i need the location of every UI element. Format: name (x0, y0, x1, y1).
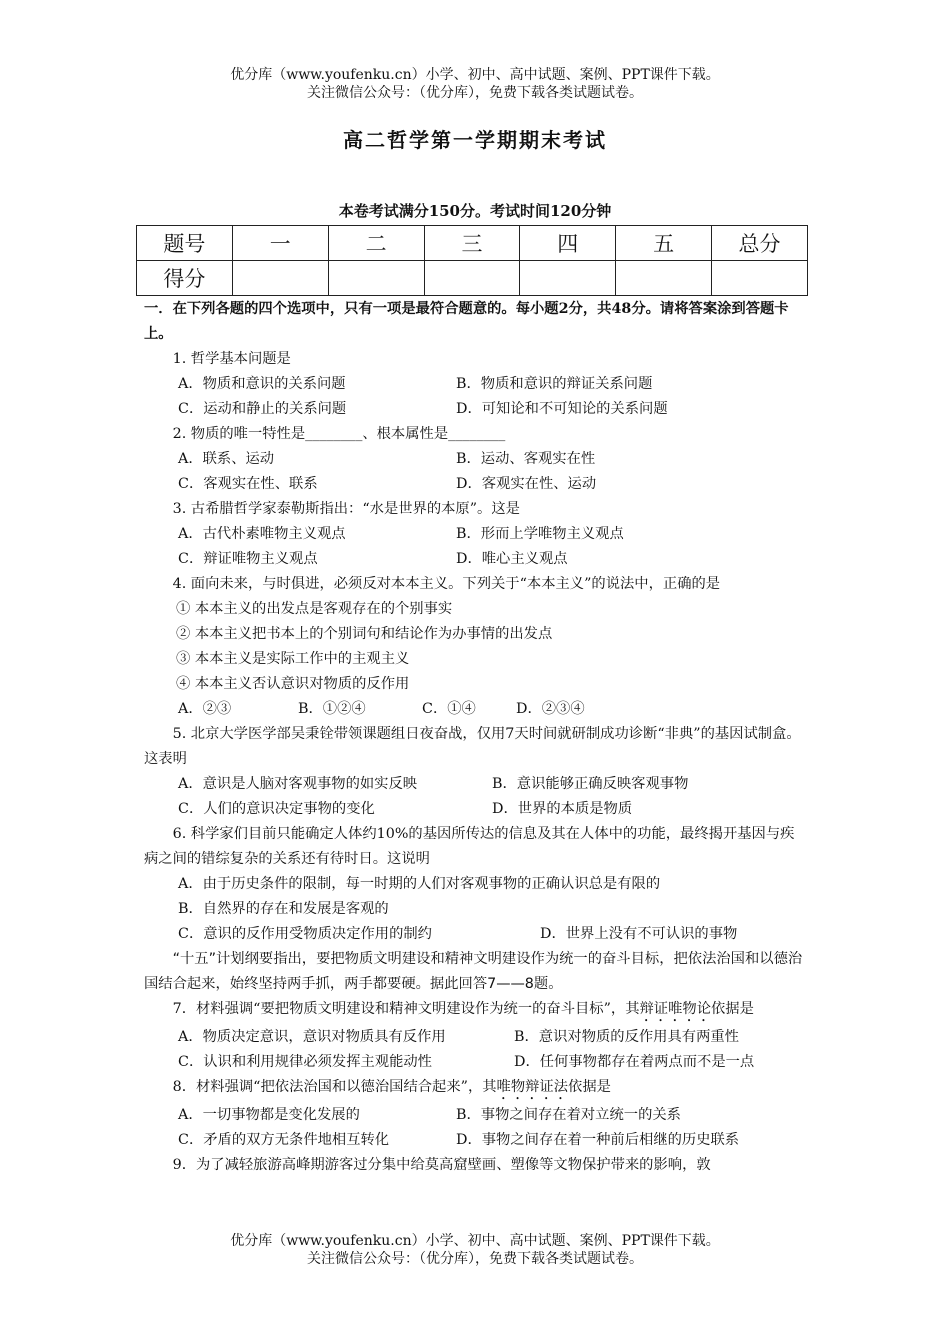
score-cell: 二 (328, 226, 424, 261)
question-1-options-row-2 (144, 397, 808, 422)
option-c[interactable]: C．客观实在性、联系 (178, 476, 318, 492)
option-d[interactable]: D．可知论和不可知论的关系问题 (456, 401, 668, 417)
question-5-options-row-2 (144, 797, 808, 822)
question-2-options-row-1 (144, 447, 808, 472)
score-input-cell[interactable] (520, 261, 616, 296)
option-a[interactable]: A．物质决定意识，意识对物质具有反作用 (178, 1029, 446, 1045)
question-2-options-row-2 (144, 472, 808, 497)
question-5-options-row-1 (144, 772, 808, 797)
score-cell: 总分 (712, 226, 808, 261)
question-4-stem: 4. 面向未来，与时俱进，必须反对本本主义。下列关于“本本主义”的说法中，正确的是 (172, 576, 721, 592)
option-c[interactable]: C．辩证唯物主义观点 (178, 551, 318, 567)
header-line-2: 关注微信公众号：（优分库），免费下载各类试题试卷。 (307, 85, 643, 101)
question-8-emphasis: 唯物辩证法 (496, 1079, 569, 1095)
option-b[interactable]: B．运动、客观实在性 (456, 451, 596, 467)
question-1-stem: 1. 哲学基本问题是 (172, 351, 291, 367)
question-6-option-a-row (144, 872, 808, 897)
footer-line-2: 关注微信公众号：（优分库），免费下载各类试题试卷。 (307, 1251, 643, 1267)
question-7-stem-post: 依据是 (711, 1001, 754, 1017)
question-6-option-b-row (144, 897, 808, 922)
question-4-item-2: ② 本本主义把书本上的个别词句和结论作为办事情的出发点 (176, 626, 553, 642)
score-input-cell[interactable] (712, 261, 808, 296)
question-6-options-row-3 (144, 922, 808, 947)
exam-subtitle: 本卷考试满分150分。考试时间120分钟 (338, 202, 612, 220)
option-b[interactable]: B．事物之间存在着对立统一的关系 (456, 1107, 681, 1123)
question-8-stem-post: 依据是 (568, 1079, 611, 1095)
option-c[interactable]: C．认识和利用规律必须发挥主观能动性 (178, 1054, 432, 1070)
score-table (136, 225, 808, 296)
option-c[interactable]: C．矛盾的双方无条件地相互转化 (178, 1132, 390, 1148)
score-cell: 四 (520, 226, 616, 261)
question-8-options-row-2 (144, 1128, 808, 1153)
score-input-cell[interactable] (328, 261, 424, 296)
option-b[interactable]: B．形而上学唯物主义观点 (456, 526, 624, 542)
question-7-stem (144, 997, 808, 1025)
question-7-stem-pre: 7．材料强调“要把物质文明建设和精神文明建设作为统一的奋斗目标”，其 (172, 1001, 640, 1017)
question-3-options-row-1 (144, 522, 808, 547)
option-c[interactable]: C．意识的反作用受物质决定作用的制约 (178, 926, 432, 942)
question-9-stem: 9．为了减轻旅游高峰期游客过分集中给莫高窟壁画、塑像等文物保护带来的影响，敦 (172, 1157, 711, 1173)
score-table-score-row (137, 261, 808, 296)
option-a[interactable]: A．由于历史条件的限制，每一时期的人们对客观事物的正确认识总是有限的 (178, 876, 661, 892)
question-8-stem-pre: 8．材料强调“把依法治国和以德治国结合起来”，其 (172, 1079, 497, 1095)
material-passage: “十五”计划纲要指出，要把物质文明建设和精神文明建设作为统一的奋斗目标，把依法治国和以德治国结合起来，始终坚持两手抓，两手都要硬。据此回答7——8题。 (144, 951, 803, 992)
question-3-stem: 3. 古希腊哲学家泰勒斯指出：“水是世界的本原”。这是 (172, 501, 520, 517)
score-input-cell[interactable] (616, 261, 712, 296)
score-table-header-row (137, 226, 808, 261)
footer-line-1: 优分库（www.youfenku.cn）小学、初中、高中试题、案例、PPT课件下载。 (230, 1233, 720, 1249)
score-input-cell[interactable] (424, 261, 520, 296)
header-line-1: 优分库（www.youfenku.cn）小学、初中、高中试题、案例、PPT课件下载。 (230, 67, 720, 83)
question-4-options (144, 697, 808, 722)
score-cell: 一 (232, 226, 328, 261)
question-7-emphasis: 辩证唯物论 (639, 1001, 711, 1017)
option-b[interactable]: B．①②④ (298, 701, 366, 717)
option-d[interactable]: D．客观实在性、运动 (456, 476, 597, 492)
option-a[interactable]: A．古代朴素唯物主义观点 (178, 526, 346, 542)
option-c[interactable]: C．运动和静止的关系问题 (178, 401, 347, 417)
question-4-item-1: ① 本本主义的出发点是客观存在的个别事实 (176, 601, 453, 617)
question-8-stem (144, 1075, 808, 1103)
page-footer (0, 1232, 950, 1268)
option-d[interactable]: D．唯心主义观点 (456, 551, 568, 567)
option-c[interactable]: C．人们的意识决定事物的变化 (178, 801, 375, 817)
score-cell: 题号 (137, 226, 233, 261)
question-4-item-4: ④ 本本主义否认意识对物质的反作用 (176, 676, 410, 692)
option-b[interactable]: B．自然界的存在和发展是客观的 (178, 901, 389, 917)
option-d[interactable]: D．②③④ (516, 701, 585, 717)
option-b[interactable]: B．意识对物质的反作用具有两重性 (514, 1029, 739, 1045)
score-cell: 五 (616, 226, 712, 261)
option-c[interactable]: C．①④ (422, 701, 476, 717)
question-7-options-row-2 (144, 1050, 808, 1075)
option-d[interactable]: D．世界的本质是物质 (492, 801, 633, 817)
option-b[interactable]: B．意识能够正确反映客观事物 (492, 776, 689, 792)
question-7-options-row-1 (144, 1025, 808, 1050)
option-a[interactable]: A．②③ (178, 701, 232, 717)
score-row-label: 得分 (137, 261, 233, 296)
exam-content (144, 297, 808, 1178)
question-6-stem: 6. 科学家们目前只能确定人体约10%的基因所传达的信息及其在人体中的功能，最终揭开基因与疾病之间的错综复杂的关系还有待时日。这说明 (144, 826, 795, 867)
question-2-stem: 2. 物质的唯一特性是________、根本属性是________ (172, 426, 506, 442)
option-a[interactable]: A．意识是人脑对客观事物的如实反映 (178, 776, 418, 792)
option-d[interactable]: D．世界上没有不可认识的事物 (540, 926, 738, 942)
question-5-stem: 5. 北京大学医学部吴秉铨带领课题组日夜奋战，仅用7天时间就研制成功诊断“非典”的基因试制盒。这表明 (144, 726, 801, 767)
question-4-item-3: ③ 本本主义是实际工作中的主观主义 (176, 651, 410, 667)
question-3-options-row-2 (144, 547, 808, 572)
section-1-instructions: 一．在下列各题的四个选项中，只有一项是最符合题意的。每小题2分，共48分。请将答案涂到答题卡上。 (144, 301, 789, 342)
option-a[interactable]: A．物质和意识的关系问题 (178, 376, 346, 392)
option-a[interactable]: A．一切事物都是变化发展的 (178, 1107, 360, 1123)
question-1-options-row-1 (144, 372, 808, 397)
option-d[interactable]: D．事物之间存在着一种前后相继的历史联系 (456, 1132, 740, 1148)
question-8-options-row-1 (144, 1103, 808, 1128)
score-cell: 三 (424, 226, 520, 261)
option-b[interactable]: B．物质和意识的辩证关系问题 (456, 376, 653, 392)
exam-title: 高二哲学第一学期期末考试 (343, 128, 607, 152)
option-d[interactable]: D．任何事物都存在着两点而不是一点 (514, 1054, 755, 1070)
page-header (0, 66, 950, 102)
score-input-cell[interactable] (232, 261, 328, 296)
option-a[interactable]: A．联系、运动 (178, 451, 275, 467)
